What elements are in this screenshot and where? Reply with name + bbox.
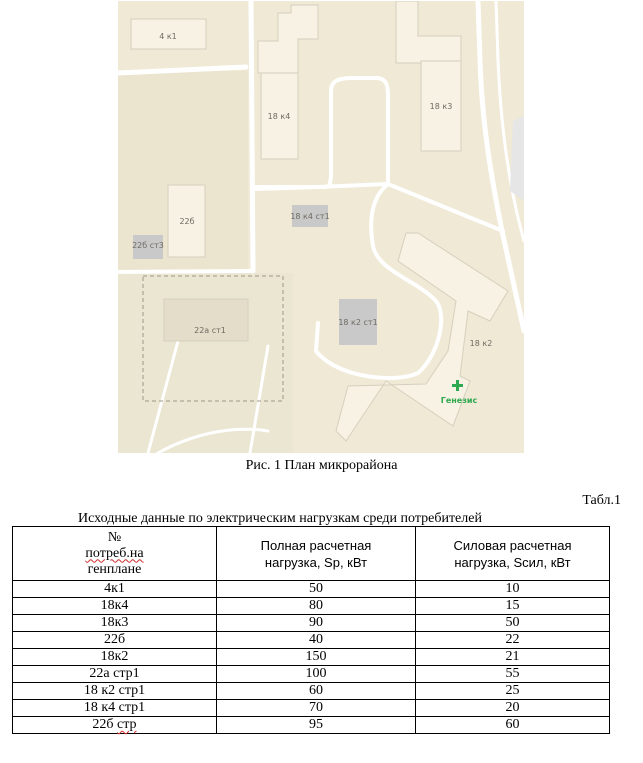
cell-full-load: 40 xyxy=(217,632,416,649)
cell-consumer-id: 22а стр1 xyxy=(13,666,217,683)
loads-table xyxy=(12,526,610,734)
header-id-line2: потреб.на xyxy=(85,545,144,561)
table-row xyxy=(13,632,610,649)
cell-consumer-id-part1: 22б xyxy=(92,717,118,732)
cell-consumer-id: 18 к2 стр1 xyxy=(13,683,217,700)
cell-power-load: 10 xyxy=(416,581,610,598)
header-full-load-line2: нагрузка, Sр, кВт xyxy=(264,554,368,570)
table-row xyxy=(13,615,610,632)
cell-full-load: 50 xyxy=(217,581,416,598)
cell-consumer-id: 4к1 xyxy=(13,581,217,598)
label-22b: 22б xyxy=(179,217,195,226)
label-18k2-st1: 18 к2 ст1 xyxy=(338,318,378,327)
cell-power-load: 22 xyxy=(416,632,610,649)
label-18k4-st1: 18 к4 ст1 xyxy=(290,212,330,221)
header-id-line3: генплане xyxy=(87,561,142,577)
district-map xyxy=(118,1,524,453)
cell-consumer-id xyxy=(13,717,217,734)
header-power-load-line1: Силовая расчетная xyxy=(453,537,572,553)
label-22b-st3: 22б ст3 xyxy=(132,241,164,250)
header-consumer-id xyxy=(13,527,217,581)
label-18k3: 18 к3 xyxy=(429,102,453,111)
table-title: Исходные данные по электрическим нагрузкам среди потребителей xyxy=(78,511,482,526)
figure-caption: Рис. 1 План микрорайона xyxy=(245,458,398,473)
cell-full-load: 95 xyxy=(217,717,416,734)
road xyxy=(118,271,253,272)
table-head xyxy=(13,527,610,581)
cell-consumer-id: 18к4 xyxy=(13,598,217,615)
label-4k1: 4 к1 xyxy=(159,32,177,41)
header-power-load-line2: нагрузка, Sсил, кВт xyxy=(454,554,571,570)
cell-full-load: 150 xyxy=(217,649,416,666)
header-full-load-line1: Полная расчетная xyxy=(260,537,372,553)
label-22a-st1: 22а ст1 xyxy=(194,326,226,335)
cell-consumer-id: 18к3 xyxy=(13,615,217,632)
header-row xyxy=(13,527,610,581)
table-row xyxy=(13,700,610,717)
header-full-load xyxy=(217,527,416,581)
cell-power-load: 20 xyxy=(416,700,610,717)
cell-consumer-id: 18 к4 стр1 xyxy=(13,700,217,717)
table-row xyxy=(13,581,610,598)
label-18k4: 18 к4 xyxy=(267,112,291,121)
table-row xyxy=(13,666,610,683)
table-row xyxy=(13,649,610,666)
cell-power-load: 15 xyxy=(416,598,610,615)
table-row xyxy=(13,717,610,734)
cell-full-load: 90 xyxy=(217,615,416,632)
cell-consumer-id: 18к2 xyxy=(13,649,217,666)
table-row xyxy=(13,598,610,615)
cell-full-load: 100 xyxy=(217,666,416,683)
cell-full-load: 60 xyxy=(217,683,416,700)
cell-power-load: 60 xyxy=(416,717,610,734)
label-18k2: 18 к2 xyxy=(469,339,493,348)
header-power-load xyxy=(416,527,610,581)
cell-power-load: 25 xyxy=(416,683,610,700)
cell-power-load: 21 xyxy=(416,649,610,666)
cell-full-load: 80 xyxy=(217,598,416,615)
cell-consumer-id: 22б xyxy=(13,632,217,649)
header-id-line1: № xyxy=(107,529,122,545)
cell-power-load: 55 xyxy=(416,666,610,683)
table-row xyxy=(13,683,610,700)
cell-power-load: 50 xyxy=(416,615,610,632)
road xyxy=(251,1,253,271)
table-body xyxy=(13,581,610,734)
cell-full-load: 70 xyxy=(217,700,416,717)
table-number: Табл.1 xyxy=(582,493,621,508)
cell-consumer-id-part2: стр xyxy=(117,717,137,732)
district-map-svg xyxy=(118,1,524,453)
poi-label[interactable]: Генезис xyxy=(440,396,478,405)
